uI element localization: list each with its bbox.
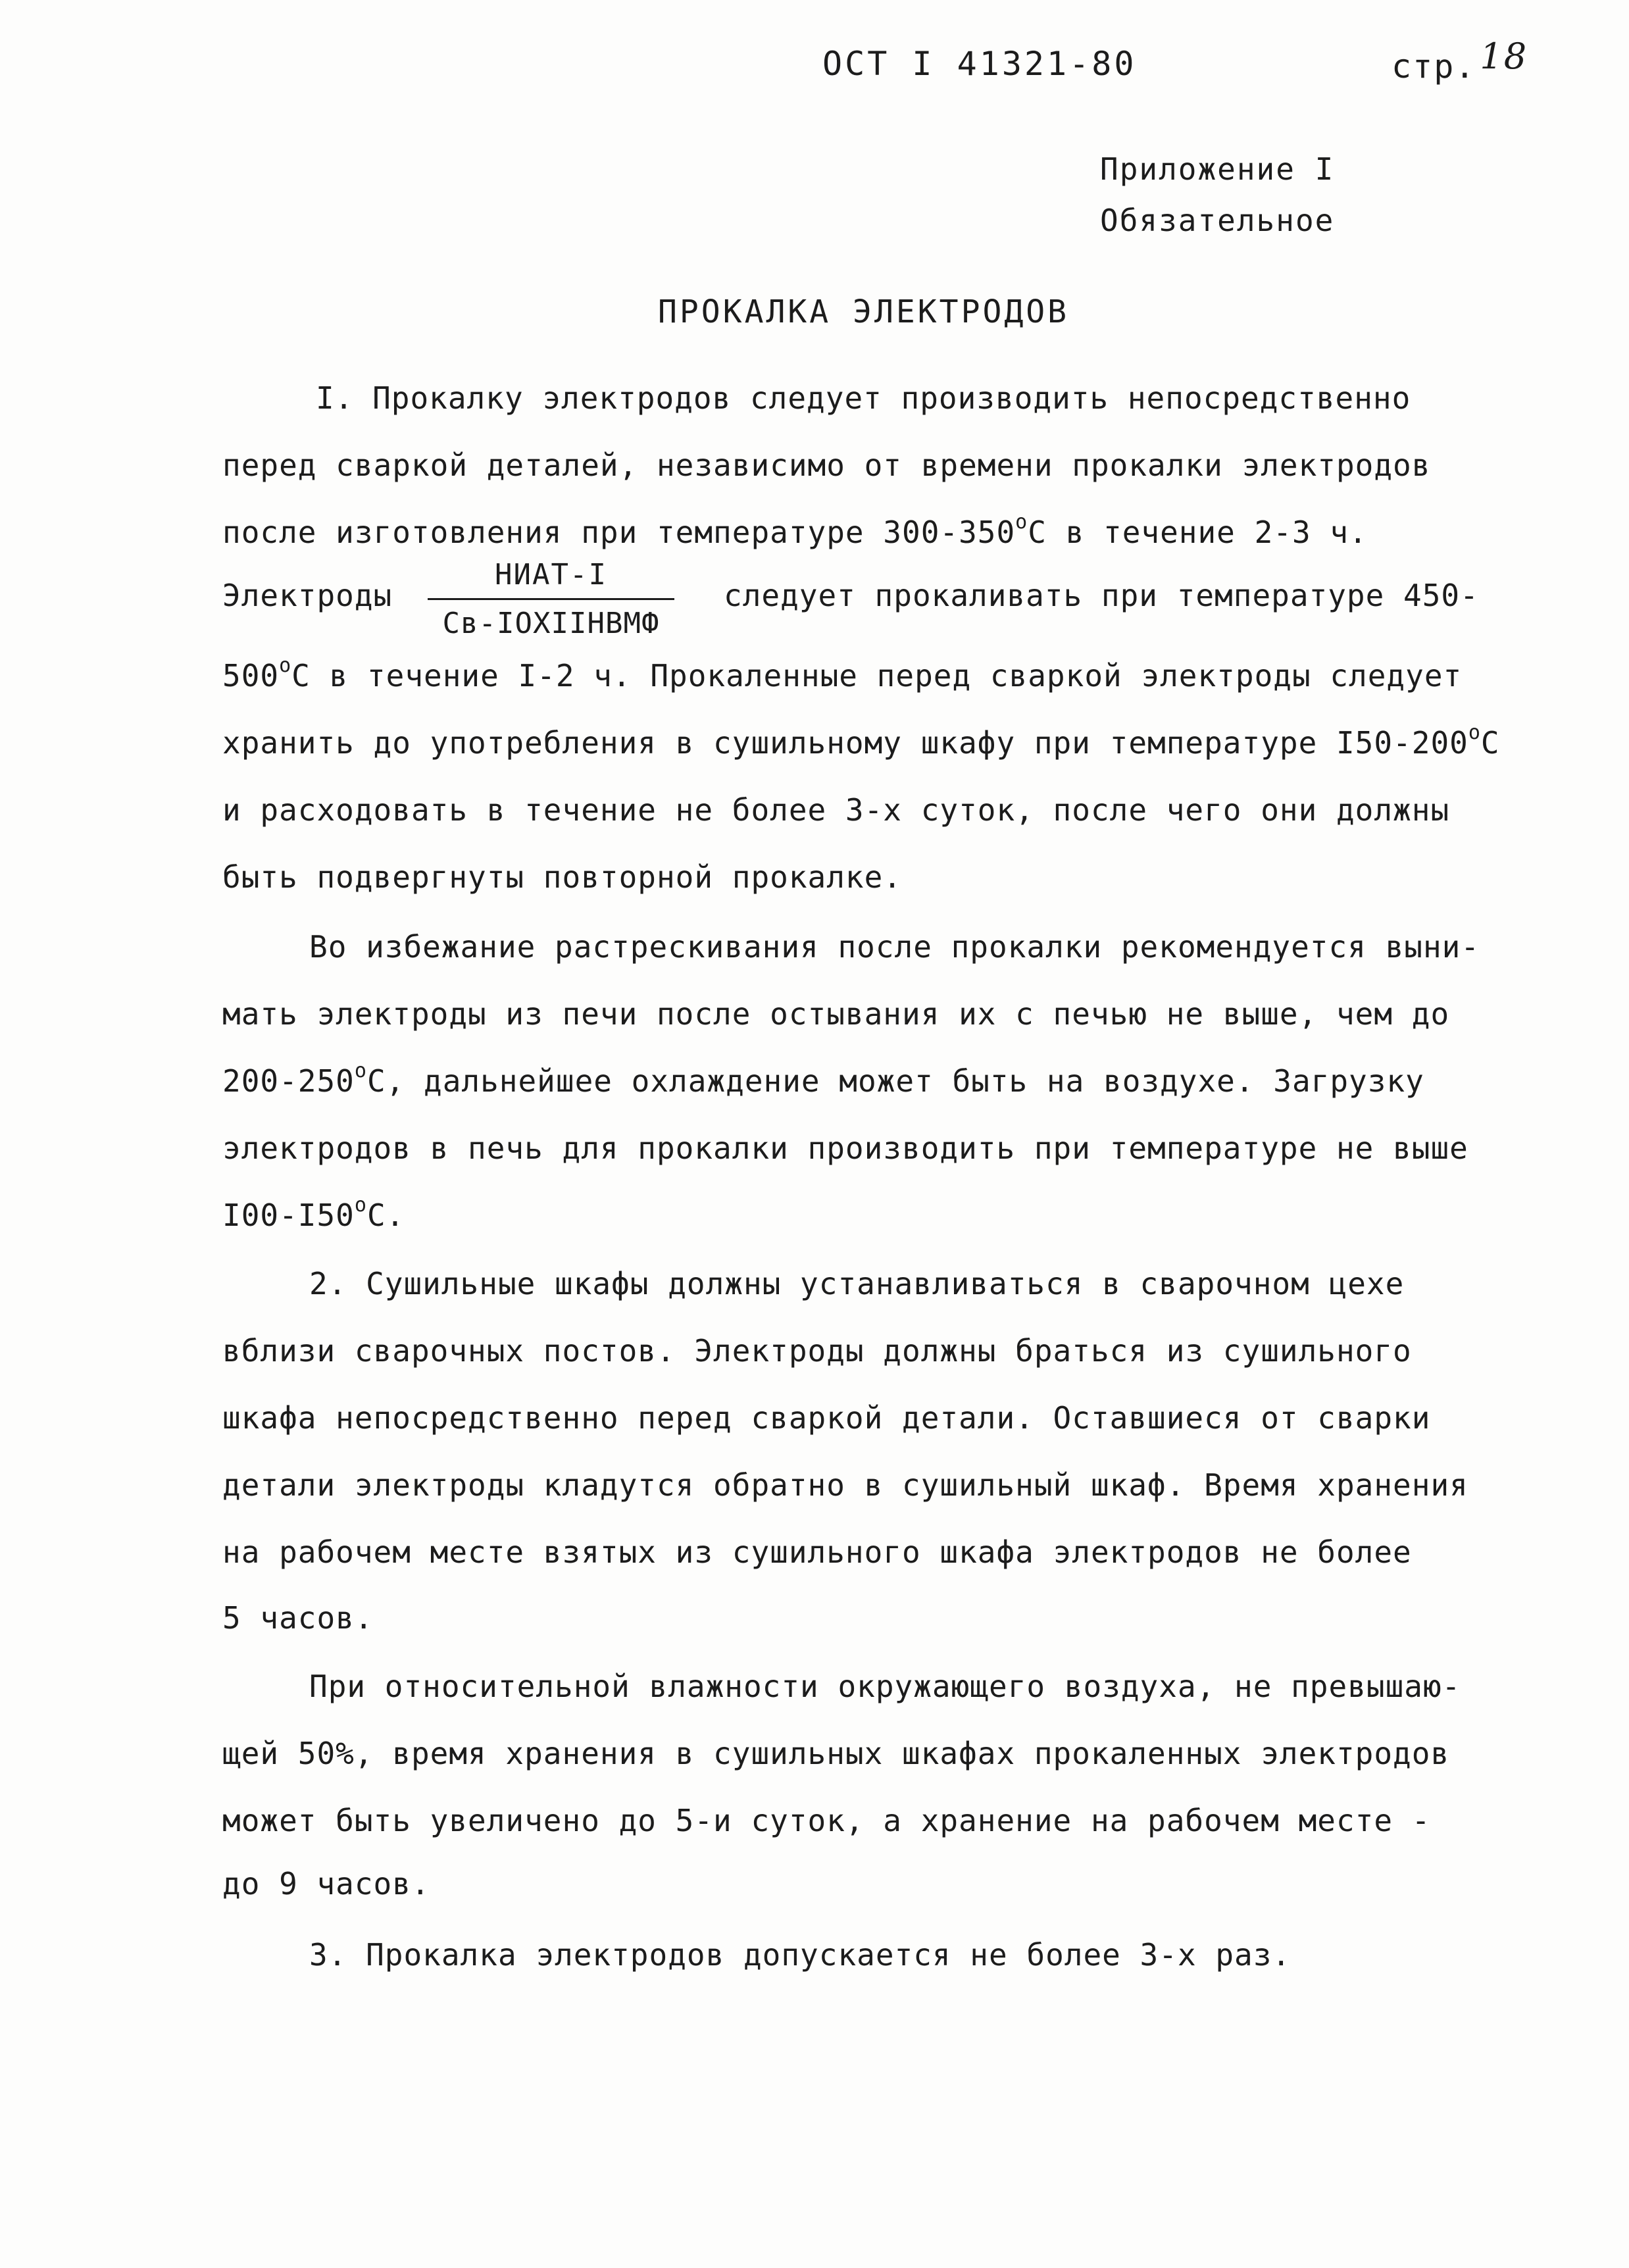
- text-line: Во избежание растрескивания после прокалки рекомендуется выни-: [309, 929, 1480, 965]
- page-label: стр.: [1391, 47, 1476, 86]
- document-code: ОСТ I 41321-80: [822, 45, 1137, 83]
- text-line: быть подвергнуты повторной прокалке.: [222, 859, 902, 895]
- appendix-title: Приложение I: [1100, 151, 1335, 187]
- text-line: I. Прокалку электродов следует производить непосредственно: [316, 380, 1411, 416]
- text-line: электродов в печь для прокалки производить при температуре не выше: [222, 1130, 1468, 1166]
- page-number-label: [1391, 36, 1528, 86]
- degree-sign: о: [1468, 721, 1481, 744]
- degree-sign: о: [279, 654, 292, 677]
- text-line: вблизи сварочных постов. Электроды должны браться из сушильного: [222, 1333, 1412, 1369]
- text-line: $200-250^оС$, дальнейшее охлаждение может быть на воздухе. Загрузку: [222, 1059, 1424, 1099]
- text-line: до 9 часов.: [222, 1866, 430, 1902]
- degree-sign: о: [354, 1059, 367, 1082]
- wire-grade: Св-IОХIIНВМФ: [442, 607, 660, 640]
- text-line: щей 50%, время хранения в сушильных шкафах прокаленных электродов: [222, 1736, 1450, 1771]
- text-line: может быть увеличено до 5-и суток, а хранение на рабочем месте -: [222, 1803, 1431, 1838]
- text-line: $500^оС$ в течение I-2 ч. Прокаленные перед сваркой электроды следует: [222, 654, 1463, 693]
- text-line: следует прокаливать при температуре 450-: [724, 578, 1479, 613]
- degree-sign: о: [354, 1194, 367, 1217]
- appendix-block: [1100, 143, 1334, 246]
- text-line: $I00-I50^оС$.: [222, 1194, 405, 1233]
- page-number: 18: [1480, 36, 1528, 77]
- text-line: детали электроды кладутся обратно в сушильный шкаф. Время хранения: [222, 1467, 1468, 1503]
- text-line: 5 часов.: [222, 1600, 374, 1636]
- text-line: 2. Сушильные шкафы должны устанавливаться в сварочном цехе: [309, 1266, 1405, 1301]
- text-line: и расходовать в течение не более 3-х суток, после чего они должны: [222, 792, 1450, 828]
- text-line: перед сваркой деталей, независимо от времени прокалки электродов: [222, 447, 1431, 483]
- section-title: ПРОКАЛКА ЭЛЕКТРОДОВ: [658, 293, 1070, 330]
- text-line: При относительной влажности окружающего воздуха, не превышаю-: [309, 1669, 1461, 1704]
- text-line: мать электроды из печи после остывания их с печью не выше, чем до: [222, 996, 1450, 1032]
- text-line: шкафа непосредственно перед сваркой детали. Оставшиеся от сварки: [222, 1400, 1431, 1436]
- text-line: после изготовления при температуре $300-350^оС$ в течение 2-3 ч.: [222, 511, 1368, 550]
- appendix-status: Обязательное: [1100, 203, 1335, 238]
- text-line: хранить до употребления в сушильному шкафу при температуре $I50-200^оС$: [222, 721, 1500, 761]
- electrode-type: НИАТ-I: [428, 558, 674, 600]
- text-line: на рабочем месте взятых из сушильного шкафа электродов не более: [222, 1534, 1412, 1570]
- text-line: 3. Прокалка электродов допускается не более 3-х раз.: [309, 1937, 1291, 1973]
- degree-sign: о: [1015, 511, 1028, 534]
- electrode-fraction: [428, 558, 674, 640]
- text-line: Электроды: [222, 578, 393, 613]
